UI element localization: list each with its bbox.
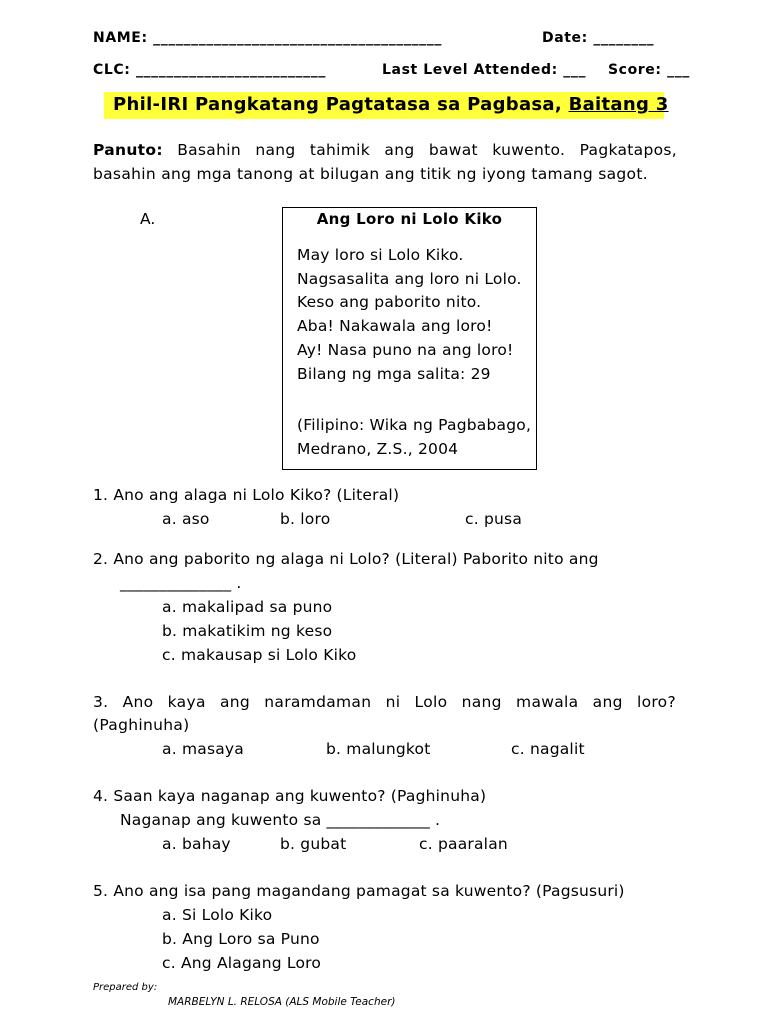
score-line: ___ — [667, 62, 690, 78]
q4-blank[interactable]: Naganap ang kuwento sa _____________ . — [120, 811, 441, 829]
q3-option-a[interactable]: a. masaya — [162, 740, 244, 758]
q2-option-c[interactable]: c. makausap si Lolo Kiko — [162, 646, 357, 664]
name-field[interactable] — [93, 30, 442, 46]
q5-option-c[interactable]: c. Ang Alagang Loro — [162, 954, 322, 972]
instructions-text: Basahin nang tahimik ang bawat kuwento. Pagkatapos, basahin ang mga tanong at bilugan ang titik ng iyong tamang sagot. — [93, 141, 677, 183]
last-level-label: Last Level Attended: — [382, 62, 558, 78]
name-label: NAME: — [93, 30, 148, 46]
story-line: Keso ang paborito nito. — [297, 293, 482, 311]
q2-option-b[interactable]: b. makatikim ng keso — [162, 622, 333, 640]
q4-option-b[interactable]: b. gubat — [280, 835, 347, 853]
story-line: Nagsasalita ang loro ni Lolo. — [297, 270, 522, 288]
question-3: 3. Ano kaya ang naramdaman ni Lolo nang mawala ang loro? (Paghinuha) — [93, 693, 676, 734]
story-word-count: Bilang ng mga salita: 29 — [297, 365, 491, 383]
story-title: Ang Loro ni Lolo Kiko — [316, 210, 503, 228]
story-line: Aba! Nakawala ang loro! — [297, 317, 493, 335]
last-level-line: ___ — [563, 62, 587, 78]
q4-option-a[interactable]: a. bahay — [162, 835, 231, 853]
title-main: Phil-IRI Pangkatang Pagtatasa sa Pagbasa, — [113, 94, 562, 115]
q2-option-a[interactable]: a. makalipad sa puno — [162, 598, 333, 616]
story-line: May loro si Lolo Kiko. — [297, 246, 464, 264]
preparer-name: MARBELYN L. RELOSA (ALS Mobile Teacher) — [168, 996, 396, 1008]
score-label: Score: — [608, 62, 662, 78]
question-1: 1. Ano ang alaga ni Lolo Kiko? (Literal) — [93, 486, 400, 504]
clc-field[interactable] — [93, 62, 326, 78]
name-line: ______________________________________ — [153, 30, 442, 46]
date-line: ________ — [593, 30, 655, 46]
title-grade: Baitang 3 — [568, 94, 669, 115]
q1-option-c[interactable]: c. pusa — [465, 510, 523, 528]
instructions — [93, 138, 677, 186]
q3-option-c[interactable]: c. nagalit — [511, 740, 585, 758]
q5-option-b[interactable]: b. Ang Loro sa Puno — [162, 930, 320, 948]
prepared-by-label: Prepared by: — [93, 982, 158, 993]
question-2: 2. Ano ang paborito ng alaga ni Lolo? (Literal) Paborito nito ang — [93, 550, 599, 568]
story-line: Ay! Nasa puno na ang loro! — [297, 341, 514, 359]
last-level-field[interactable] — [382, 62, 586, 78]
q5-option-a[interactable]: a. Si Lolo Kiko — [162, 906, 273, 924]
story-source: Medrano, Z.S., 2004 — [297, 440, 459, 458]
q1-option-b[interactable]: b. loro — [280, 510, 331, 528]
q4-option-c[interactable]: c. paaralan — [419, 835, 508, 853]
q3-option-b[interactable]: b. malungkot — [326, 740, 431, 758]
q2-blank[interactable]: ______________ . — [120, 574, 242, 592]
q1-option-a[interactable]: a. aso — [162, 510, 210, 528]
clc-label: CLC: — [93, 62, 131, 78]
question-4: 4. Saan kaya naganap ang kuwento? (Paghinuha) — [93, 787, 487, 805]
story-source: (Filipino: Wika ng Pagbabago, — [297, 416, 532, 434]
page-title — [113, 94, 669, 115]
instructions-label: Panuto: — [93, 141, 163, 159]
date-field[interactable] — [542, 30, 654, 46]
date-label: Date: — [542, 30, 588, 46]
score-field[interactable] — [608, 62, 690, 78]
story-marker: A. — [140, 210, 156, 228]
question-5: 5. Ano ang isa pang magandang pamagat sa kuwento? (Pagsusuri) — [93, 882, 625, 900]
clc-line: _________________________ — [135, 62, 326, 78]
